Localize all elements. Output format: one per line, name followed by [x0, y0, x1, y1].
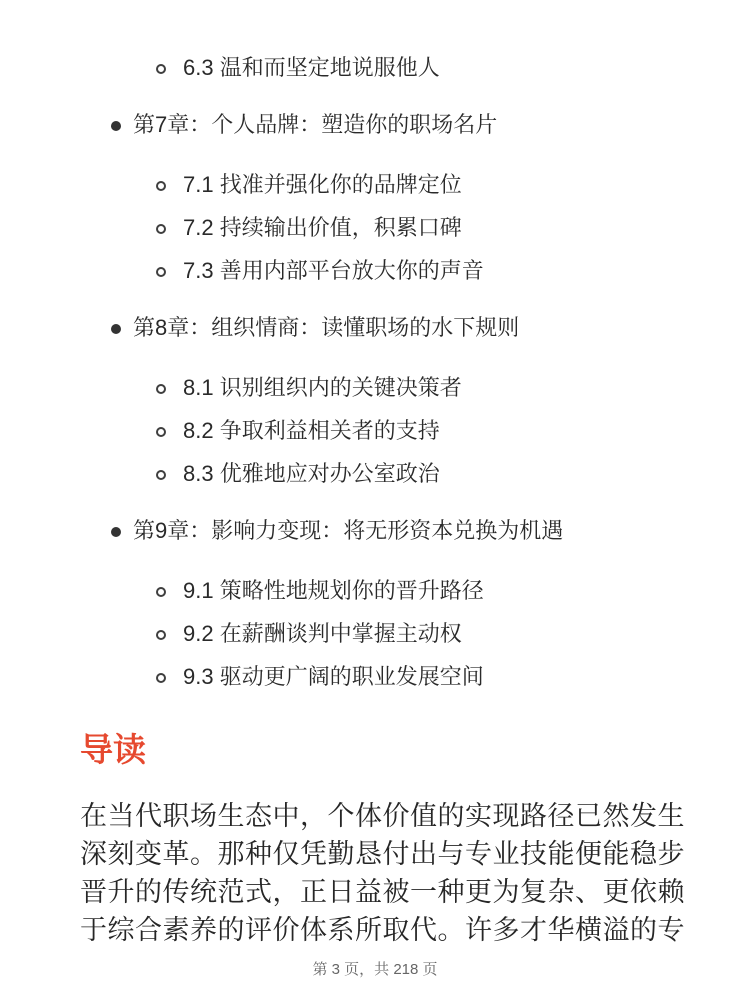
toc-section-item [80, 662, 670, 692]
paragraph-line: 于综合素养的评价体系所取代。许多才华横溢的专 [80, 915, 685, 945]
bullet-disc-icon [111, 121, 121, 131]
bullet-circle-icon [156, 630, 166, 640]
page-number-indicator: 第 3 页，共 218 页 [312, 961, 438, 978]
bullet-disc-icon [111, 527, 121, 537]
toc-section-item [80, 576, 670, 606]
paragraph-line: 深刻变革。那种仅凭勤恳付出与专业技能便能稳步 [80, 839, 685, 869]
bullet-circle-icon [156, 224, 166, 234]
toc-section-label: 8.2 争取利益相关者的支持 [183, 418, 440, 443]
toc-chapter-label: 第9章：影响力变现：将无形资本兑换为机遇 [133, 518, 564, 543]
toc-chapter-item [80, 110, 670, 140]
toc-chapter-label: 第7章：个人品牌：塑造你的职场名片 [133, 112, 498, 137]
toc-section-item [80, 53, 670, 83]
bullet-circle-icon [156, 470, 166, 480]
toc-section-item [80, 459, 670, 489]
toc-section-item [80, 256, 670, 286]
toc-section-label: 8.3 优雅地应对办公室政治 [183, 461, 440, 486]
bullet-circle-icon [156, 673, 166, 683]
toc-section-label: 9.3 驱动更广阔的职业发展空间 [183, 664, 484, 689]
toc-section-label: 9.1 策略性地规划你的晋升路径 [183, 578, 484, 603]
toc-section-label: 8.1 识别组织内的关键决策者 [183, 375, 462, 400]
toc-section-label: 7.1 找准并强化你的品牌定位 [183, 172, 462, 197]
toc-section-item [80, 373, 670, 403]
table-of-contents [80, 53, 670, 692]
bullet-circle-icon [156, 384, 166, 394]
bullet-circle-icon [156, 427, 166, 437]
bullet-circle-icon [156, 64, 166, 74]
toc-section-item [80, 213, 670, 243]
toc-section-item [80, 416, 670, 446]
bullet-circle-icon [156, 267, 166, 277]
bullet-disc-icon [111, 324, 121, 334]
toc-section-label: 7.3 善用内部平台放大你的声音 [183, 258, 484, 283]
toc-section-item [80, 619, 670, 649]
paragraph-line: 在当代职场生态中，个体价值的实现路径已然发生 [80, 801, 685, 831]
bullet-circle-icon [156, 587, 166, 597]
toc-chapter-item [80, 313, 670, 343]
toc-section-label: 9.2 在薪酬谈判中掌握主动权 [183, 621, 462, 646]
toc-section-item [80, 170, 670, 200]
intro-heading: 导读 [80, 731, 146, 768]
paragraph-line: 晋升的传统范式，正日益被一种更为复杂、更依赖 [80, 877, 685, 907]
toc-section-label: 7.2 持续输出价值，积累口碑 [183, 215, 462, 240]
toc-chapter-label: 第8章：组织情商：读懂职场的水下规则 [133, 315, 520, 340]
intro-paragraph [80, 797, 685, 949]
bullet-circle-icon [156, 181, 166, 191]
toc-section-label: 6.3 温和而坚定地说服他人 [183, 55, 440, 80]
toc-chapter-item [80, 516, 670, 546]
